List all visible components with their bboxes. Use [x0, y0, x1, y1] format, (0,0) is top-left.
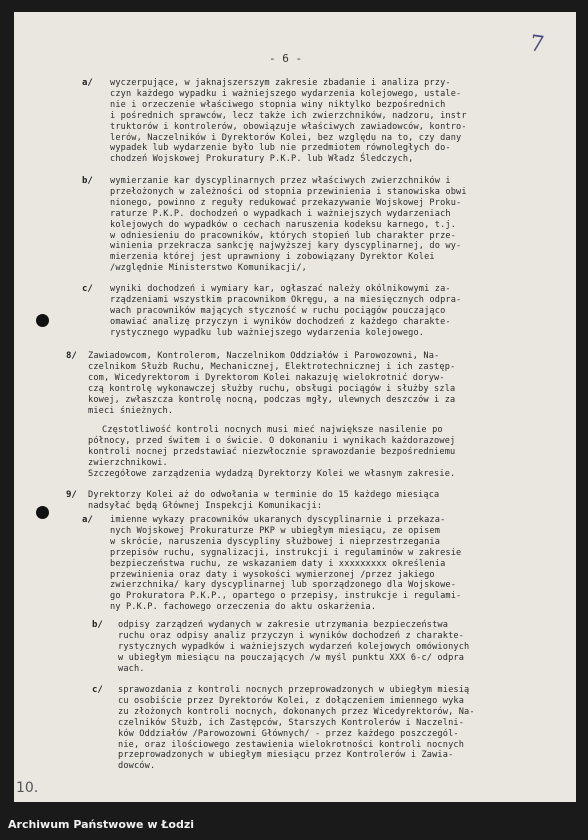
archive-label: Archiwum Państwowe w Łodzi — [8, 818, 195, 831]
section-8-paragraph-1 — [88, 351, 455, 416]
text-line: kolejowych do wypadków o cechach naruszenia kodeksu karnego, t.j. — [110, 219, 457, 230]
text-line: czelników Służb, ich Zastępców, Starszych Kontrolerów i Naczelni- — [118, 717, 465, 728]
text-line: Dyrektorzy Kolei aż do odwołania w terminie do 15 każdego miesiąca — [88, 490, 440, 500]
document-page — [14, 12, 576, 802]
text-line: nadsyłać będą Głównej Inspekcji Komunikacji: — [88, 500, 323, 511]
text-line: wypadek lub wydarzenie było lub nie przedmiotem równoległych do- — [110, 143, 451, 154]
text-line: wach. — [118, 663, 145, 674]
text-line: imienne wykazy pracowników ukaranych dyscyplinarnie i przekaza- — [110, 515, 446, 525]
section-9b-marker: b/ — [92, 620, 103, 630]
handwritten-page-number: 7 — [528, 31, 546, 58]
text-line: czą kontrolę wykonawczej służby ruchu, obsługi pociągów i służby szla — [88, 383, 456, 394]
section-9a-marker: a/ — [82, 515, 93, 525]
text-line: ruchu oraz odpisy analiz przyczyn i wyników dochodzeń z charakte- — [118, 630, 465, 641]
section-8-marker: 8/ — [66, 351, 77, 361]
text-line: Szczegółowe zarządzenia wydadzą Dyrektorzy Kolei we własnym zakresie. — [88, 468, 456, 479]
text-line: truktorów i kontrolerów, obowiązuje właściwych zawiadowców, kontro- — [110, 121, 467, 132]
text-line: i pośrednich sprawców, lecz także ich zwierzchników, nadzoru, instr — [110, 110, 467, 121]
text-line: kontroli nocnej przedstawiać niezwłocznie sprawozdanie bezpośredniemu — [88, 446, 456, 457]
binder-hole — [36, 506, 49, 519]
archive-footer-bar — [0, 804, 588, 840]
section-9c-text — [118, 685, 475, 772]
text-line: rystycznego wypadku lub ważniejszego wydarzenia kolejowego. — [110, 327, 425, 338]
text-line: czyn każdego wypadku i ważniejszego wydarzenia kolejowego, ustale- — [110, 88, 462, 99]
text-line: czelnikom Służb Ruchu, Mechanicznej, Elektrotechnicznej i ich zastęp- — [88, 361, 456, 372]
section-9a-text — [110, 515, 461, 613]
text-line: w ubiegłym miesiącu na pouczających /w myśl punktu XXX 6-c/ odpra — [118, 652, 465, 663]
text-line: zwierzchnikowi. — [88, 457, 168, 468]
text-line: wyczerpujące, w jaknajszerszym zakresie zbadanie i analiza przy- — [110, 78, 451, 88]
text-line: ków Oddziałów /Parowozowni Głównych/ - przez każdego poszczegól- — [118, 728, 459, 739]
text-line: rystycznych wypadków i ważniejszych wydarzeń kolejowych omówionych — [118, 641, 470, 652]
binder-hole — [36, 314, 49, 327]
text-line: przewinienia oraz daty i wysokości wymierzonej /przez jakiego — [110, 569, 435, 580]
pencil-annotation: 10. — [16, 780, 39, 796]
text-line: kowej, zwłaszcza kontrolę nocną, podczas mgły, ulewnych deszczów i za — [88, 394, 456, 405]
section-c-marker: c/ — [82, 284, 93, 294]
text-line: bezpieczeństwa ruchu, ze wskazaniem daty i xxxxxxxxx określenia — [110, 558, 446, 569]
text-line: lerów, Naczelników i Dyrektorów Kolei, bez względu na to, czy dany — [110, 132, 462, 143]
text-line: zwierzchnika/ kary dyscyplinarnej lub sporządzonego dla Wojskowe- — [110, 580, 457, 591]
section-9-intro — [88, 490, 439, 512]
text-line: przełożonych w zależności od stopnia przewinienia i stanowiska obwi — [110, 186, 467, 197]
text-line: omawiać analizę przyczyn i wyników dochodzeń z każdego charakte- — [110, 316, 451, 327]
text-line: chodzeń Wojskowej Prokuratury P.K.P. lub Władz Śledczych, — [110, 154, 414, 165]
text-line: winienia przekracza sankcję najwyższej kary dyscyplinarnej, do wy- — [110, 241, 462, 252]
text-line: mierzenia której jest uprawniony i zobowiązany Dyrektor Kolei — [110, 252, 435, 263]
text-line: nie i orzeczenie właściwego stopnia winy niktylko bezpośrednich — [110, 99, 446, 110]
text-line: rządzeniami wszystkim pracownikom Okręgu, a na miesięcznych odpra- — [110, 294, 462, 305]
section-b-marker: b/ — [82, 176, 93, 186]
section-9b-text — [118, 620, 469, 675]
text-line: wyniki dochodzeń i wymiary kar, ogłaszać należy okólnikowymi za- — [110, 284, 451, 294]
text-line: sprawozdania z kontroli nocnych przeprowadzonych w ubiegłym miesią — [118, 685, 470, 695]
text-line: zu złożonych kontroli nocnych, dokonanych przez Wicedyrektorów, Na- — [118, 706, 475, 717]
text-line: przeprowadzonych w ubiegłym miesiącu przez Kontrolerów i Zawia- — [118, 750, 454, 761]
text-line: nionego, powinno z reguły redukować przekazywanie Wojskowej Proku- — [110, 197, 462, 208]
text-line: ny P.K.P. fachowego orzeczenia do aktu oskarżenia. — [110, 602, 377, 613]
text-line: wach pracowników mających styczność w ruchu pociągów pouczająco — [110, 305, 446, 316]
section-c-text — [110, 284, 461, 339]
text-line: przepisów ruchu, sygnalizacji, instrukcji i regulaminów w zakresie — [110, 547, 462, 558]
text-line: com, Wicedyrektorom i Dyrektorom Kolei nakazuję wielokrotnić doryw- — [88, 372, 445, 383]
section-9-marker: 9/ — [66, 490, 77, 500]
text-line: w skrócie, naruszenia dyscypliny służbowej i nieprzestrzegania — [110, 536, 441, 547]
section-a-text — [110, 78, 467, 165]
section-9c-marker: c/ — [92, 685, 103, 695]
text-line: w odniesieniu do pracowników, których stopień lub charakter prze- — [110, 230, 457, 241]
section-b-text — [110, 176, 467, 274]
text-line: nie, oraz ilościowego zestawienia wielokrotności kontroli nocnych — [118, 739, 465, 750]
text-line: raturze P.K.P. dochodzeń o wypadkach i ważniejszych wydarzeniach — [110, 208, 451, 219]
text-line: wymierzanie kar dyscyplinarnych przez właściwych zwierzchników i — [110, 176, 451, 186]
section-8-paragraph-2 — [88, 425, 455, 480]
text-line: odpisy zarządzeń wydanych w zakresie utrzymania bezpieczeństwa — [118, 620, 449, 630]
text-line: cu osobiście przez Dyrektorów Kolei, z dołączeniem imiennego wyka — [118, 695, 465, 706]
text-line: nych Wojskowej Prokuraturze PKP w ubiegłym miesiącu, ze opisem — [110, 525, 441, 536]
text-line: /względnie Ministerstwo Komunikacji/, — [110, 263, 307, 274]
page-number: - 6 - — [269, 52, 303, 65]
text-line: dowców. — [118, 761, 156, 772]
text-line: go Prokuratora P.K.P., opartego o przepisy, instrukcje i regulami- — [110, 591, 462, 602]
text-line: mieci śnieżnych. — [88, 405, 174, 416]
section-a-marker: a/ — [82, 78, 93, 88]
text-line: Częstotliwość kontroli nocnych musi mieć największe nasilenie po — [102, 425, 443, 435]
text-line: północy, przed świtem i o świcie. O dokonaniu i wynikach każdorazowej — [88, 435, 456, 446]
text-line: Zawiadowcom, Kontrolerom, Naczelnikom Oddziałów i Parowozowni, Na- — [88, 351, 440, 361]
